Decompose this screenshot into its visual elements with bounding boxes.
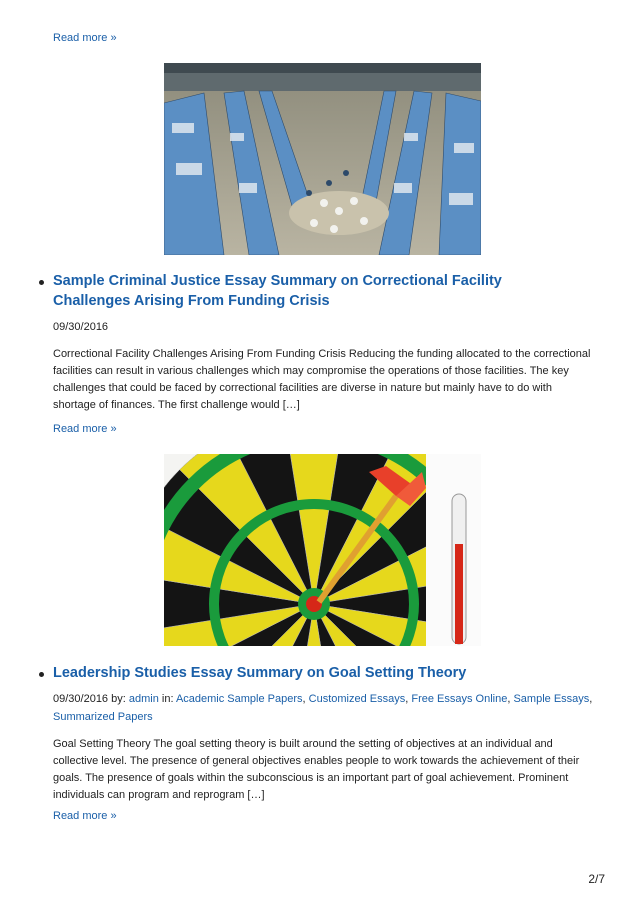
correctional-facility-photo (164, 63, 481, 255)
in-label: in: (158, 693, 176, 705)
by-label: by: (108, 693, 129, 705)
read-more-link[interactable]: Read more » (53, 423, 117, 435)
post-meta (53, 690, 593, 726)
post-image-correctional-facility[interactable] (164, 63, 481, 255)
post-excerpt: Goal Setting Theory The goal setting theory is built around the setting of objectives at an individual and collective level. The presence of general objectives enables people to work towards the achievement of their goals. The presence of goals within the subconscious is an important part of goal achievement. Prominent individuals can program and reprogram […] (53, 738, 580, 801)
separator: , (589, 693, 593, 705)
dartboard-photo (164, 454, 481, 646)
post-date: 09/30/2016 (53, 693, 109, 705)
post-excerpt: Correctional Facility Challenges Arising From Funding Crisis Reducing the funding allocated to the correctional facilities can result in various challenges which may compromise the operations of those facilities. The key challenges that could be faced by correctional facilities are diverse in nature but mainly have to do with shortage of finances. The first challenge would […] (53, 348, 591, 411)
page-number: 2/7 (588, 872, 605, 886)
post-title-link[interactable]: Sample Criminal Justice Essay Summary on Correctional Facility Challenges Arising From Funding Crisis (53, 273, 502, 309)
list-bullet (39, 672, 44, 677)
separator: , (507, 693, 514, 705)
list-bullet (39, 280, 44, 285)
read-more-link-top[interactable]: Read more » (53, 32, 117, 44)
category-link[interactable]: Sample Essays (513, 693, 590, 705)
author-link[interactable]: admin (128, 693, 159, 705)
category-link[interactable]: Summarized Papers (53, 711, 153, 723)
category-link[interactable]: Free Essays Online (411, 693, 508, 705)
post-date: 09/30/2016 (53, 321, 109, 333)
category-link[interactable]: Academic Sample Papers (175, 693, 303, 705)
separator: , (405, 693, 412, 705)
separator: , (302, 693, 309, 705)
post-image-goal-setting[interactable] (164, 454, 481, 646)
post-title-link[interactable]: Leadership Studies Essay Summary on Goal Setting Theory (53, 665, 467, 681)
read-more-link[interactable]: Read more » (53, 810, 117, 822)
category-link[interactable]: Customized Essays (308, 693, 406, 705)
